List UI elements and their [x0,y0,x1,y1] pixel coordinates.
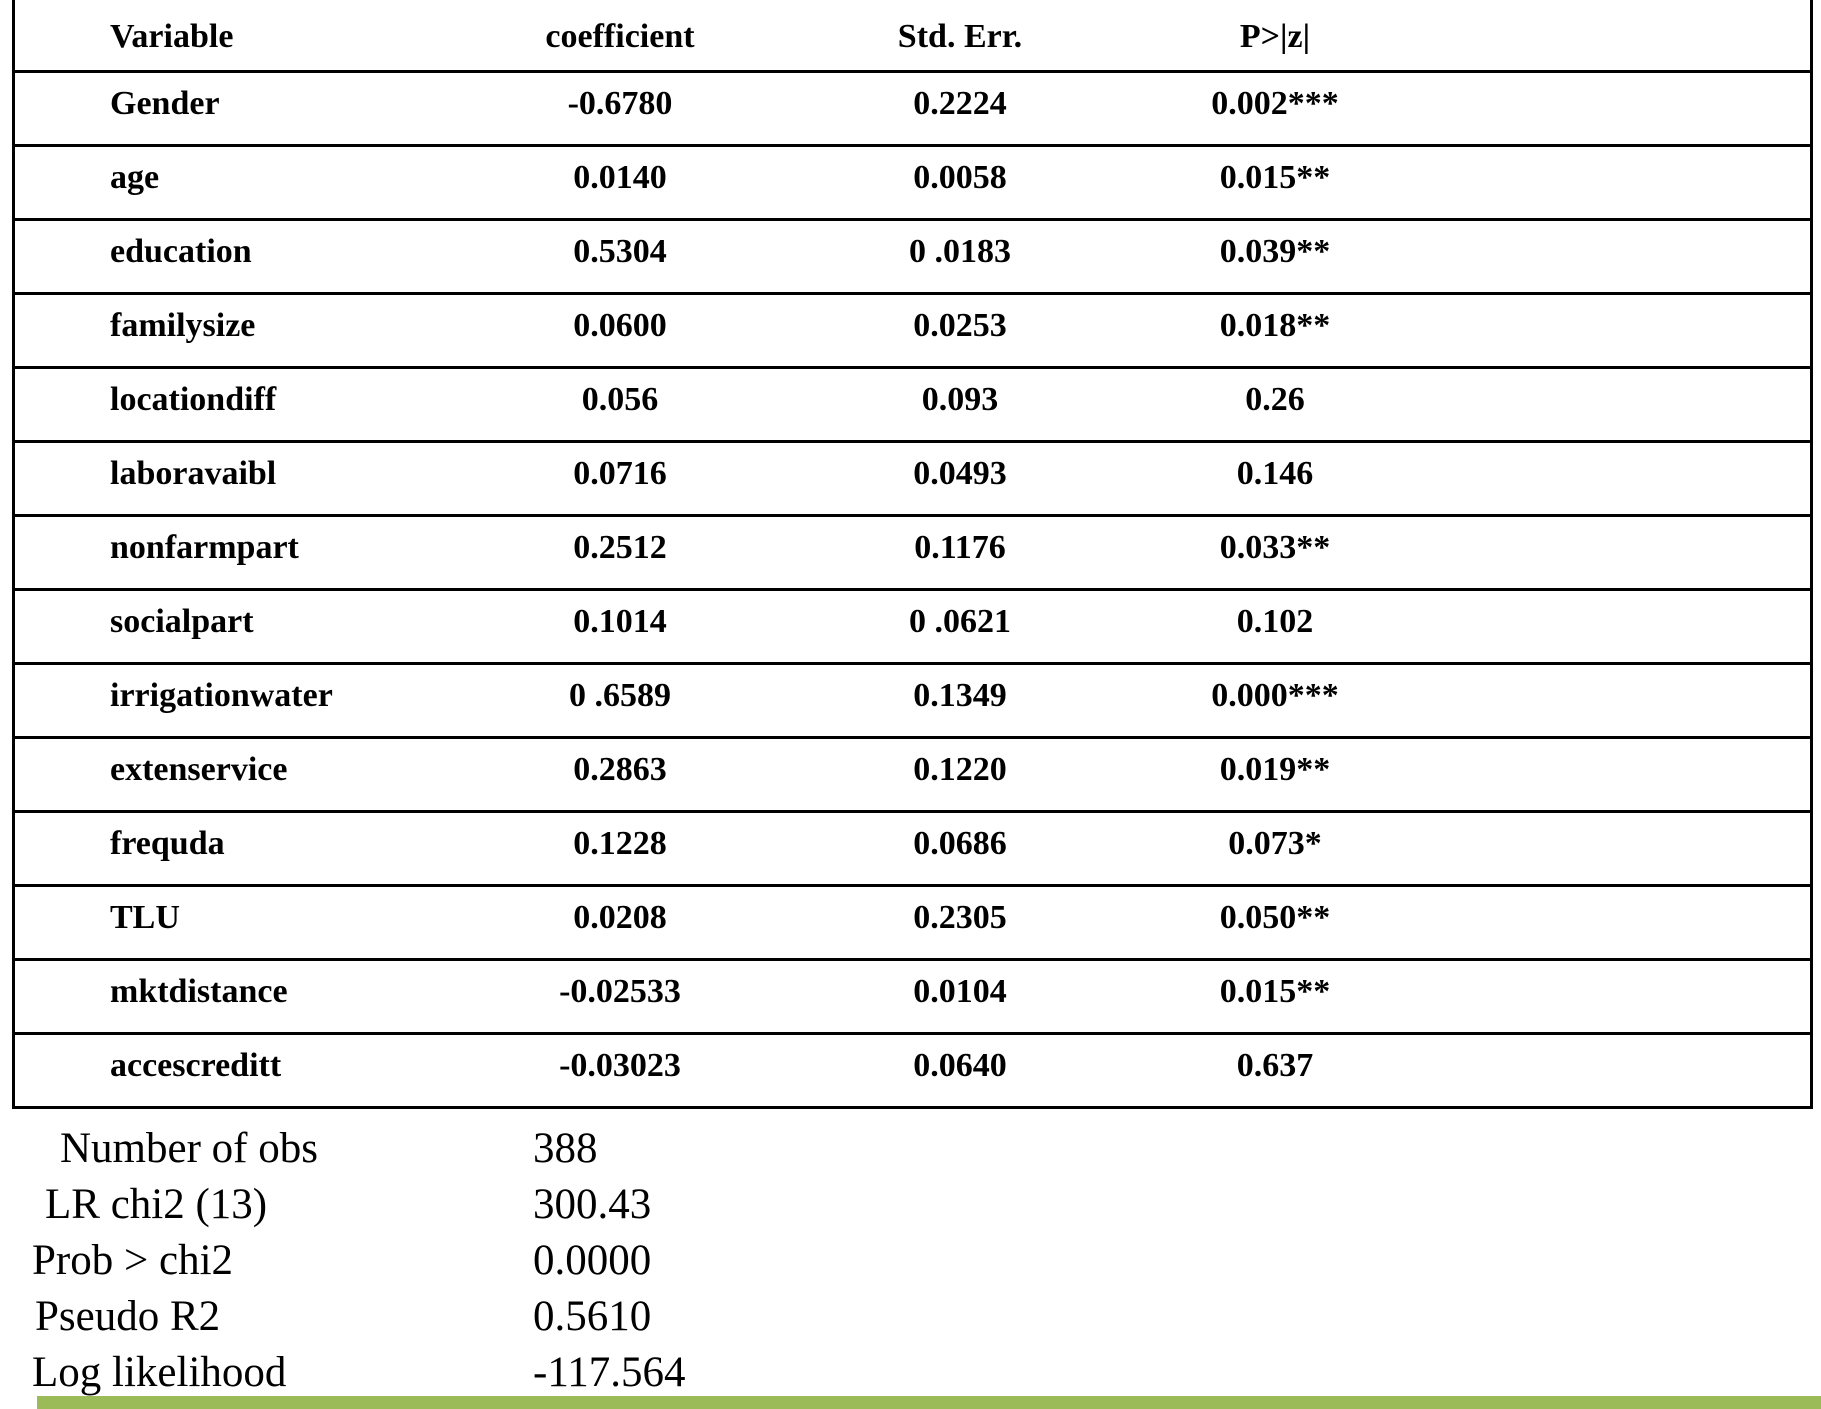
table-row [15,295,1810,369]
model-summary-stats [0,1121,1400,1401]
variable-cell: extenservice [110,750,288,788]
column-header-coefficient: coefficient [545,18,695,55]
table-row [15,443,1810,517]
summary-stat-value: 300.43 [533,1181,652,1228]
variable-cell: frequda [110,824,225,862]
std-err-cell: 0 .0621 [909,602,1011,640]
table-row [15,961,1810,1035]
variable-cell: locationdiff [110,380,277,418]
coefficient-cell: -0.6780 [567,84,673,122]
p-value-cell: 0.637 [1236,1046,1314,1084]
summary-stat-line [0,1177,1400,1233]
p-value-cell: 0.039** [1219,232,1331,270]
p-value-cell: 0.015** [1219,972,1331,1010]
std-err-cell: 0.0493 [913,454,1007,492]
coefficient-cell: 0 .6589 [569,676,671,714]
summary-stat-value: 0.0000 [533,1237,652,1284]
summary-stat-label: Number of obs [60,1125,318,1172]
summary-stat-label: Pseudo R2 [35,1293,221,1340]
std-err-cell: 0.0104 [913,972,1007,1010]
table-body [15,73,1810,1106]
variable-cell: laboravaibl [110,454,277,492]
table-row [15,147,1810,221]
coefficient-cell: 0.2512 [573,528,667,566]
std-err-cell: 0.0058 [913,158,1007,196]
summary-stat-line [0,1345,1400,1401]
variable-cell: Gender [110,84,220,122]
table-header-row [15,0,1810,73]
summary-stat-line [0,1121,1400,1177]
summary-stat-label: Log likelihood [32,1349,287,1396]
summary-stat-label: LR chi2 (13) [45,1181,268,1228]
p-value-cell: 0.050** [1219,898,1331,936]
std-err-cell: 0.0640 [913,1046,1007,1084]
coefficient-cell: 0.0208 [573,898,667,936]
coefficient-cell: 0.1014 [573,602,667,640]
coefficient-cell: 0.056 [581,380,659,418]
p-value-cell: 0.102 [1236,602,1314,640]
p-value-cell: 0.015** [1219,158,1331,196]
variable-cell: irrigationwater [110,676,333,714]
table-row [15,665,1810,739]
coefficient-cell: -0.03023 [559,1046,681,1084]
coefficient-cell: 0.1228 [573,824,667,862]
p-value-cell: 0.146 [1236,454,1314,492]
p-value-cell: 0.019** [1219,750,1331,788]
summary-stat-line [0,1289,1400,1345]
variable-cell: mktdistance [110,972,288,1010]
table-row [15,1035,1810,1106]
summary-stat-value: -117.564 [533,1349,686,1396]
coefficient-cell: 0.0716 [573,454,667,492]
variable-cell: education [110,232,252,270]
std-err-cell: 0.0686 [913,824,1007,862]
p-value-cell: 0.002*** [1211,84,1339,122]
summary-stat-line [0,1233,1400,1289]
std-err-cell: 0.2224 [913,84,1007,122]
coefficient-cell: 0.2863 [573,750,667,788]
p-value-cell: 0.033** [1219,528,1331,566]
std-err-cell: 0.093 [921,380,999,418]
std-err-cell: 0 .0183 [909,232,1011,270]
column-header-p-value: P>|z| [1239,18,1311,55]
variable-cell: nonfarmpart [110,528,299,566]
coefficient-cell: 0.0600 [573,306,667,344]
summary-stat-value: 0.5610 [533,1293,652,1340]
p-value-cell: 0.000*** [1211,676,1339,714]
p-value-cell: 0.018** [1219,306,1331,344]
table-row [15,517,1810,591]
table-row [15,369,1810,443]
p-value-cell: 0.26 [1245,380,1305,418]
std-err-cell: 0.2305 [913,898,1007,936]
std-err-cell: 0.0253 [913,306,1007,344]
coefficient-cell: 0.5304 [573,232,667,270]
variable-cell: TLU [110,898,180,936]
std-err-cell: 0.1176 [914,528,1006,566]
std-err-cell: 0.1220 [913,750,1007,788]
table-row [15,591,1810,665]
regression-results-table [12,0,1813,1109]
table-row [15,739,1810,813]
column-header-std-err: Std. Err. [897,18,1023,55]
std-err-cell: 0.1349 [913,676,1007,714]
summary-stat-value: 388 [533,1125,598,1172]
variable-cell: familysize [110,306,256,344]
summary-stat-label: Prob > chi2 [32,1237,234,1284]
variable-cell: age [110,158,160,196]
table-row [15,887,1810,961]
table-row [15,221,1810,295]
column-header-variable: Variable [110,18,234,55]
coefficient-cell: 0.0140 [573,158,667,196]
accent-bar [37,1396,1821,1409]
coefficient-cell: -0.02533 [559,972,681,1010]
variable-cell: socialpart [110,602,254,640]
variable-cell: accescreditt [110,1046,282,1084]
table-row [15,813,1810,887]
table-row [15,73,1810,147]
p-value-cell: 0.073* [1228,824,1322,862]
